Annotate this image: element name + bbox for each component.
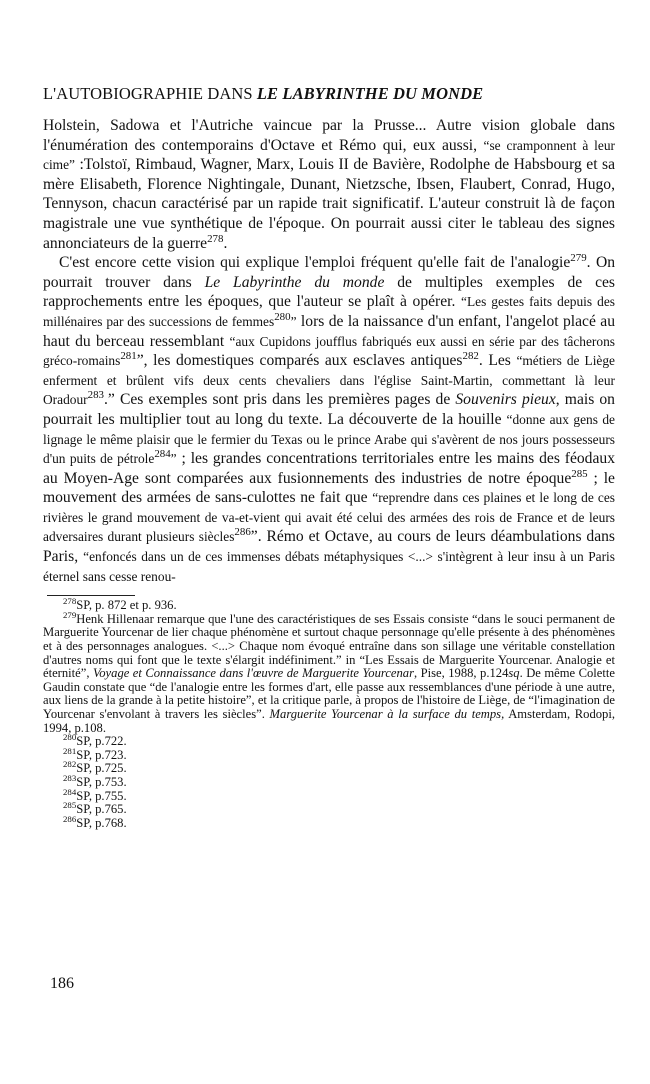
footnote-number: 285 <box>63 800 77 811</box>
footnote-ref-285[interactable]: 285 <box>571 467 588 480</box>
footnote-divider <box>47 595 135 596</box>
footnote-280 <box>43 732 615 749</box>
footnote-278 <box>43 596 615 613</box>
text: ; le mouvement des armées de sans-culottes ne fait que <box>43 469 615 507</box>
quote-end: ” <box>290 313 297 329</box>
book-title: Voyage et Connaissance dans l'œuvre de Marguerite Yourcenar <box>92 666 414 681</box>
footnote-text: Amsterdam, Rodopi, 1994, p.108. <box>43 707 615 735</box>
quote: “reprendre dans ces plaines et le long de ces rivières le grand mouvement de va-et-vient qui avait été celui des armées des rois de France et de leurs adversaires durant plusieurs siècles <box>43 490 615 545</box>
text: Ces exemples sont pris dans les premières pages de <box>114 391 456 409</box>
footnote-text: . De même Colette Gaudin constate que “de l'analogie entre les formes d'art, elle passe aux ressemblances d'une période à une autre, aux liens de la grande à la petite histoire”, et la critique parle, à propos de l'histoire de Liège, de “l'imagination de Yourcenar s'envolant à travers les siècles”. <box>43 666 615 721</box>
footnote-282 <box>43 759 615 776</box>
paragraph-2 <box>43 253 615 586</box>
footnote-number: 279 <box>63 610 77 620</box>
footnote-ref-278[interactable]: 278 <box>207 232 224 245</box>
footnote-ref-281[interactable]: 281 <box>120 350 137 363</box>
quote-end: .” <box>103 391 115 409</box>
footnote-number: 278 <box>63 596 77 607</box>
text: C'est encore cette vision qui explique l'emploi fréquent qu'elle fait de l'analogie <box>59 254 571 272</box>
footnote-text: SP, p.753. <box>76 774 127 789</box>
footnote-text: SP, p.765. <box>76 802 127 817</box>
footnote-ref-283[interactable]: 283 <box>87 389 104 402</box>
quote: “se cramponnent à leur cime” <box>43 137 615 173</box>
text: Holstein, Sadowa et l'Autriche vaincue par la Prusse... Autre vision globale dans l'énumération des contemporains d'Octave et Rémo qui, eux aussi, <box>43 117 615 154</box>
book-title: Le Labyrinthe du monde <box>204 273 385 291</box>
quote-end: ” <box>170 451 177 467</box>
text: . <box>223 234 228 252</box>
running-header-title: LE LABYRINTHE DU MONDE <box>256 84 484 103</box>
quote: “enfoncés dans un de ces immenses débats métaphysiques <...> s'intègrent à leur insu à un Paris éternel sans cesse renou- <box>43 549 615 584</box>
footnote-text: SP, p.755. <box>76 788 127 803</box>
footnote-number: 284 <box>63 786 77 797</box>
footnote-text: SP, p.722. <box>76 734 127 749</box>
text: . On pourrait trouver dans <box>43 254 615 291</box>
footnote-ref-280[interactable]: 280 <box>274 310 291 323</box>
text: , mais on pourrait les multiplier tout au long du texte. La découverte de la houille <box>43 391 615 428</box>
footnote-number: 286 <box>63 813 77 824</box>
text: . Rémo et Octave, au cours de leurs déambulations dans Paris, <box>43 528 615 566</box>
footnote-ref-286[interactable]: 286 <box>234 526 251 539</box>
footnote-text-italic: sq <box>508 666 520 681</box>
page-number: 186 <box>50 975 74 992</box>
page <box>43 84 615 830</box>
footnote-283 <box>43 773 615 790</box>
body-text <box>43 116 615 586</box>
text: de multiples exemples de ces rapprochements entre les époques, que l'auteur se plaît à opérer. <box>43 273 615 311</box>
footnote-text: SP, p.725. <box>76 761 127 776</box>
quote: “donne aux gens de lignage le même plaisir que le fermier du Texas ou le prince Arabe qui s'avèrent de nos jours possesseurs d'un puits de pétrole <box>43 411 615 467</box>
paragraph-1 <box>43 116 615 253</box>
footnote-number: 282 <box>63 759 77 770</box>
footnote-285 <box>43 800 615 817</box>
footnote-284 <box>43 786 615 804</box>
text: , les domestiques comparés aux esclaves antiques <box>143 352 463 370</box>
book-title: Marguerite Yourcenar à la surface du temps, <box>269 707 505 721</box>
text: ; les grandes concentrations territoriales entre les mains des féodaux au Moyen-Age sont comparées aux fusionnements des industries de notre époque <box>43 450 615 487</box>
footnote-ref-279[interactable]: 279 <box>570 252 587 265</box>
quote: “métiers de Liège enferment et brûlent vifs deux cents chevaliers dans l'église Saint-Martin, commettant là leur Oradour <box>43 353 615 408</box>
text: . Les <box>478 352 517 370</box>
footnotes <box>43 596 615 830</box>
footnote-ref-282[interactable]: 282 <box>462 350 479 363</box>
quote-end: ” <box>136 352 144 370</box>
footnote-number: 283 <box>63 773 77 784</box>
footnote-281 <box>43 745 615 763</box>
footnote-286 <box>43 813 615 831</box>
running-header-prefix: L'AUTOBIOGRAPHIE DANS <box>43 84 257 103</box>
text: :Tolstoï, Rimbaud, Wagner, Marx, Louis II de Bavière, Rodolphe de Habsbourg et sa mère Elisabeth, Florence Nightingale, Dunant, Nietzsche, Ibsen, Flaubert, Conrad, Hugo, Tennyson, chacun caractérisé par un rapide trait significatif. L'auteur construit là de façon magistrale une vue synthétique de l'époque. On pourrait aussi citer le tableau des signes annonciateurs de la guerre <box>43 156 615 252</box>
footnote-number: 280 <box>63 732 77 743</box>
text: lors de la naissance d'un enfant, l'angelot placé au haut du berceau ressemblant <box>43 312 615 350</box>
footnote-number: 281 <box>63 745 77 756</box>
footnote-text: , Pise, 1988, p.124 <box>414 666 509 681</box>
footnote-ref-284[interactable]: 284 <box>154 448 171 461</box>
running-header <box>43 84 615 104</box>
book-title: Souvenirs pieux <box>455 391 556 409</box>
footnote-text: SP, p.723. <box>76 747 127 762</box>
quote: “aux Cupidons joufflus fabriqués eux aussi en série par des tâcherons gréco-romains <box>43 333 615 369</box>
quote: “Les gestes faits depuis des millénaires par des successions de femmes <box>43 294 615 329</box>
quote-end: ” <box>250 528 258 546</box>
footnote-279 <box>43 610 615 735</box>
footnote-text: Henk Hillenaar remarque que l'une des caractéristiques de ses Essais consiste “dans le souci permanent de Marguerite Yourcenar de lier chaque phénomène et surtout chaque personnage qu'elle présente à des phénomènes et à des personnages analogues. <...> Chaque nom évoqué entraîne dans son sillage une véritable constellation d'autres noms qui font que le texte s'élargit indéfiniment.” in “Les Essais de Marguerite Yourcenar. Analogie et éternité”, <box>43 611 615 681</box>
footnote-text: SP, p. 872 et p. 936. <box>76 598 177 613</box>
footnote-text: SP, p.768. <box>76 815 127 830</box>
